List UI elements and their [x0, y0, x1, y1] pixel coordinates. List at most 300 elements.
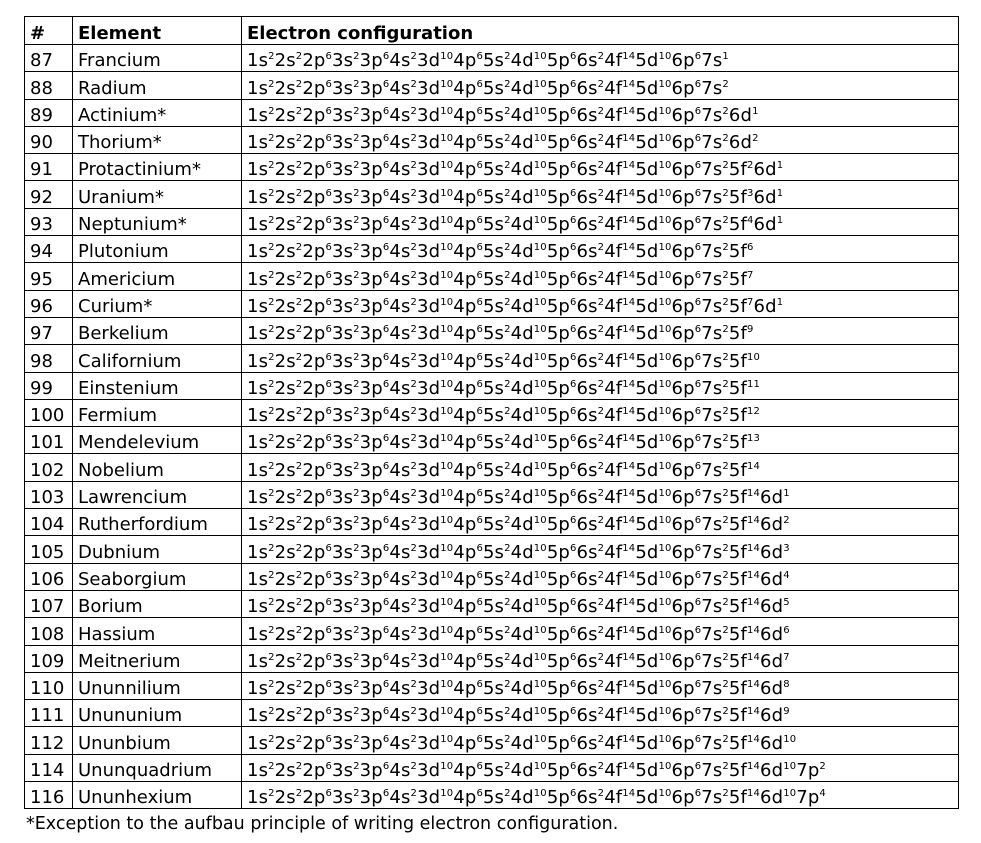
orbital-electron-count: 10: [440, 215, 454, 227]
orbital-label: 1s: [247, 760, 269, 782]
orbital-label: 4s: [389, 377, 411, 399]
orbital-electron-count: 2: [295, 488, 303, 500]
orbital-label: 2s: [274, 214, 296, 236]
orbital-electron-count: 14: [746, 515, 761, 527]
orbital-electron-count: 2: [597, 296, 605, 308]
orbital-label: 5d: [635, 568, 659, 590]
orbital-electron-count: 6: [694, 433, 702, 445]
electron-config-cell: [242, 45, 959, 72]
orbital-electron-count: 10: [658, 51, 672, 63]
orbital-label: 2p: [302, 241, 326, 263]
element-name-cell: Francium: [73, 45, 242, 72]
orbital-electron-count: 10: [658, 706, 672, 718]
atomic-number-cell: 98: [25, 345, 73, 372]
orbital-electron-count: 2: [504, 460, 511, 472]
orbital-electron-count: 6: [570, 706, 577, 718]
orbital-electron-count: 6: [694, 706, 702, 718]
orbital-label: 4d: [510, 541, 534, 563]
orbital-label: 2s: [274, 323, 296, 345]
orbital-label: 5p: [546, 50, 571, 72]
orbital-electron-count: 6: [694, 296, 702, 308]
orbital-label: 2s: [274, 596, 296, 618]
table-row: [25, 481, 959, 508]
orbital-label: 7s: [701, 377, 723, 399]
orbital-label: 1s: [247, 405, 269, 427]
orbital-label: 5d: [635, 350, 659, 372]
orbital-electron-count: 6: [570, 460, 577, 472]
orbital-electron-count: 2: [722, 133, 729, 145]
orbital-label: 7s: [701, 77, 723, 99]
element-name-cell: Hassium: [73, 618, 242, 645]
orbital-label: 4f: [604, 623, 623, 645]
orbital-label: 5s: [482, 104, 505, 126]
orbital-electron-count: 14: [622, 433, 636, 445]
orbital-electron-count: 2: [353, 569, 360, 581]
orbital-electron-count: 2: [410, 761, 418, 773]
orbital-label: 6s: [576, 186, 598, 208]
orbital-label: 6s: [576, 678, 598, 700]
orbital-label: 3d: [417, 787, 441, 809]
orbital-electron-count: 2: [353, 351, 360, 363]
table-row: [25, 72, 959, 99]
orbital-label: 3p: [359, 159, 383, 181]
orbital-label: 5f: [728, 214, 747, 236]
electron-config-cell: [242, 154, 959, 181]
orbital-label: 4d: [510, 760, 534, 782]
orbital-electron-count: 10: [533, 569, 547, 581]
orbital-electron-count: 10: [440, 406, 454, 418]
orbital-electron-count: 6: [476, 542, 483, 554]
orbital-electron-count: 2: [597, 597, 605, 609]
orbital-label: 3s: [332, 650, 354, 672]
orbital-electron-count: 10: [533, 378, 547, 390]
orbital-label: 4f: [604, 705, 623, 727]
orbital-electron-count: 6: [382, 296, 390, 308]
orbital-electron-count: 6: [694, 351, 702, 363]
electron-config-cell: [242, 427, 959, 454]
orbital-label: 6p: [671, 377, 695, 399]
orbital-label: 4f: [604, 487, 623, 509]
orbital-label: 6d: [760, 787, 784, 809]
orbital-electron-count: 6: [694, 515, 702, 527]
orbital-electron-count: 6: [476, 624, 483, 636]
orbital-electron-count: 6: [570, 324, 577, 336]
orbital-electron-count: 14: [622, 187, 636, 199]
orbital-electron-count: 10: [533, 488, 547, 500]
orbital-electron-count: 2: [504, 296, 511, 308]
orbital-label: 5s: [482, 459, 505, 481]
orbital-electron-count: 2: [268, 569, 275, 581]
orbital-electron-count: 2: [597, 133, 605, 145]
orbital-label: 1s: [247, 705, 269, 727]
orbital-label: 1s: [247, 159, 269, 181]
orbital-electron-count: 2: [504, 706, 511, 718]
orbital-label: 2s: [274, 623, 296, 645]
orbital-label: 5s: [482, 678, 505, 700]
electron-config-cell: [242, 727, 959, 754]
orbital-label: 3p: [359, 104, 383, 126]
orbital-electron-count: 2: [410, 488, 418, 500]
orbital-electron-count: 10: [533, 515, 547, 527]
orbital-label: 5d: [635, 214, 659, 236]
orbital-electron-count: 10: [658, 105, 672, 117]
orbital-label: 5d: [635, 705, 659, 727]
orbital-label: 3d: [417, 104, 441, 126]
orbital-label: 5p: [546, 295, 571, 317]
orbital-electron-count: 2: [268, 105, 275, 117]
orbital-label: 4p: [453, 787, 477, 809]
orbital-electron-count: 2: [597, 679, 605, 691]
electron-config-cell: [242, 72, 959, 99]
orbital-label: 6p: [671, 732, 695, 754]
orbital-electron-count: 10: [533, 351, 547, 363]
orbital-label: 3p: [359, 241, 383, 263]
orbital-electron-count: 2: [295, 78, 303, 90]
orbital-electron-count: 2: [268, 324, 275, 336]
orbital-electron-count: 2: [410, 105, 418, 117]
orbital-label: 6p: [671, 678, 695, 700]
orbital-label: 2p: [302, 678, 326, 700]
orbital-electron-count: 6: [325, 788, 333, 800]
orbital-electron-count: 10: [658, 624, 672, 636]
orbital-label: 3d: [417, 241, 441, 263]
orbital-label: 3d: [417, 159, 441, 181]
orbital-electron-count: 2: [410, 133, 418, 145]
orbital-electron-count: 2: [410, 269, 418, 281]
orbital-electron-count: 2: [268, 351, 275, 363]
orbital-label: 6p: [671, 568, 695, 590]
orbital-label: 5d: [635, 432, 659, 454]
orbital-electron-count: 10: [533, 160, 547, 172]
orbital-label: 5f: [728, 705, 747, 727]
orbital-label: 5s: [482, 350, 505, 372]
orbital-electron-count: 6: [325, 706, 333, 718]
orbital-label: 5s: [482, 132, 505, 154]
orbital-electron-count: 14: [622, 324, 636, 336]
element-name-cell: Rutherfordium: [73, 509, 242, 536]
element-name-cell: Radium: [73, 72, 242, 99]
orbital-electron-count: 10: [533, 296, 547, 308]
electron-config-cell: [242, 208, 959, 235]
orbital-label: 7s: [701, 487, 723, 509]
orbital-electron-count: 6: [694, 160, 702, 172]
orbital-label: 2p: [302, 405, 326, 427]
orbital-electron-count: 2: [722, 105, 729, 117]
orbital-label: 4d: [510, 268, 534, 290]
electron-config-cell: [242, 481, 959, 508]
header-element: Element: [73, 17, 242, 45]
element-name-cell: Californium: [73, 345, 242, 372]
orbital-electron-count: 6: [476, 679, 483, 691]
orbital-label: 5s: [482, 650, 505, 672]
orbital-electron-count: 10: [533, 433, 547, 445]
orbital-electron-count: 2: [295, 651, 303, 663]
orbital-label: 6s: [576, 623, 598, 645]
orbital-label: 6s: [576, 650, 598, 672]
orbital-label: 3d: [417, 132, 441, 154]
atomic-number-cell: 110: [25, 672, 73, 699]
orbital-label: 3d: [417, 377, 441, 399]
orbital-label: 5s: [482, 760, 505, 782]
orbital-electron-count: 2: [295, 351, 303, 363]
orbital-label: 3p: [359, 350, 383, 372]
orbital-label: 7s: [701, 787, 723, 809]
orbital-label: 7s: [701, 350, 723, 372]
orbital-label: 5d: [635, 77, 659, 99]
orbital-electron-count: 6: [325, 51, 333, 63]
orbital-label: 3d: [417, 77, 441, 99]
orbital-electron-count: 6: [325, 488, 333, 500]
orbital-electron-count: 1: [776, 215, 784, 227]
orbital-label: 5p: [546, 732, 571, 754]
orbital-label: 3d: [417, 487, 441, 509]
orbital-electron-count: 6: [694, 215, 702, 227]
orbital-label: 5s: [482, 268, 505, 290]
orbital-label: 3d: [417, 323, 441, 345]
orbital-label: 3s: [332, 214, 354, 236]
orbital-label: 2s: [274, 377, 296, 399]
orbital-electron-count: 6: [382, 378, 390, 390]
orbital-electron-count: 2: [353, 488, 360, 500]
orbital-label: 2s: [274, 541, 296, 563]
orbital-label: 7s: [701, 541, 723, 563]
orbital-electron-count: 10: [533, 651, 547, 663]
orbital-label: 6d: [760, 623, 784, 645]
orbital-electron-count: 1: [776, 160, 784, 172]
orbital-label: 6p: [671, 159, 695, 181]
orbital-electron-count: 2: [268, 597, 275, 609]
orbital-electron-count: 2: [268, 406, 275, 418]
orbital-label: 6s: [576, 104, 598, 126]
orbital-electron-count: 2: [597, 488, 605, 500]
orbital-electron-count: 2: [268, 733, 275, 745]
orbital-electron-count: 10: [533, 733, 547, 745]
orbital-electron-count: 6: [325, 433, 333, 445]
table-row: [25, 672, 959, 699]
table-body: [25, 45, 959, 809]
orbital-label: 5s: [482, 159, 505, 181]
orbital-label: 6p: [671, 541, 695, 563]
orbital-electron-count: 2: [353, 51, 360, 63]
orbital-label: 4d: [510, 787, 534, 809]
orbital-label: 4s: [389, 268, 411, 290]
orbital-electron-count: 3: [746, 187, 754, 199]
atomic-number-cell: 88: [25, 72, 73, 99]
orbital-label: 3p: [359, 77, 383, 99]
orbital-label: 3s: [332, 50, 354, 72]
orbital-electron-count: 10: [440, 706, 454, 718]
orbital-electron-count: 2: [353, 187, 360, 199]
orbital-electron-count: 10: [440, 378, 454, 390]
orbital-electron-count: 2: [597, 733, 605, 745]
orbital-electron-count: 14: [622, 351, 636, 363]
orbital-label: 5s: [482, 487, 505, 509]
orbital-electron-count: 2: [504, 651, 511, 663]
orbital-electron-count: 2: [597, 788, 605, 800]
orbital-electron-count: 6: [476, 515, 483, 527]
orbital-label: 3s: [332, 459, 354, 481]
orbital-electron-count: 14: [622, 569, 636, 581]
orbital-label: 4p: [453, 132, 477, 154]
orbital-electron-count: 2: [410, 78, 418, 90]
orbital-electron-count: 1: [776, 296, 784, 308]
orbital-electron-count: 6: [694, 488, 702, 500]
orbital-label: 6p: [671, 295, 695, 317]
orbital-electron-count: 2: [353, 133, 360, 145]
orbital-electron-count: 2: [597, 651, 605, 663]
orbital-electron-count: 6: [570, 788, 577, 800]
orbital-electron-count: 10: [658, 651, 672, 663]
orbital-label: 5p: [546, 705, 571, 727]
orbital-label: 5p: [546, 487, 571, 509]
orbital-label: 3s: [332, 186, 354, 208]
orbital-electron-count: 2: [268, 296, 275, 308]
orbital-electron-count: 6: [694, 242, 702, 254]
orbital-electron-count: 10: [440, 78, 454, 90]
orbital-label: 5d: [635, 459, 659, 481]
orbital-electron-count: 10: [533, 187, 547, 199]
orbital-electron-count: 6: [382, 187, 390, 199]
orbital-electron-count: 6: [476, 187, 483, 199]
orbital-electron-count: 2: [597, 51, 605, 63]
orbital-electron-count: 6: [382, 324, 390, 336]
orbital-label: 6p: [671, 241, 695, 263]
orbital-electron-count: 2: [295, 187, 303, 199]
orbital-label: 5s: [482, 623, 505, 645]
orbital-electron-count: 4: [746, 215, 754, 227]
atomic-number-cell: 101: [25, 427, 73, 454]
orbital-label: 3s: [332, 432, 354, 454]
orbital-label: 7s: [701, 323, 723, 345]
orbital-label: 4d: [510, 487, 534, 509]
atomic-number-cell: 93: [25, 208, 73, 235]
orbital-label: 5d: [635, 159, 659, 181]
orbital-electron-count: 6: [382, 242, 390, 254]
orbital-label: 1s: [247, 214, 269, 236]
orbital-electron-count: 2: [353, 105, 360, 117]
orbital-electron-count: 2: [722, 597, 729, 609]
orbital-label: 3d: [417, 568, 441, 590]
orbital-label: 5f: [728, 186, 747, 208]
orbital-label: 6p: [671, 705, 695, 727]
orbital-electron-count: 6: [476, 51, 483, 63]
orbital-label: 4f: [604, 432, 623, 454]
orbital-label: 4p: [453, 705, 477, 727]
orbital-electron-count: 2: [722, 351, 729, 363]
orbital-label: 2p: [302, 596, 326, 618]
orbital-label: 5f: [728, 459, 747, 481]
orbital-label: 6s: [576, 268, 598, 290]
orbital-electron-count: 2: [722, 242, 729, 254]
orbital-label: 4d: [510, 350, 534, 372]
orbital-label: 2s: [274, 650, 296, 672]
orbital-electron-count: 7: [746, 269, 754, 281]
orbital-electron-count: 6: [746, 242, 754, 254]
orbital-electron-count: 2: [295, 761, 303, 773]
orbital-label: 1s: [247, 487, 269, 509]
orbital-electron-count: 14: [746, 761, 761, 773]
orbital-electron-count: 6: [325, 597, 333, 609]
orbital-electron-count: 14: [622, 78, 636, 90]
element-name-cell: Meitnerium: [73, 645, 242, 672]
orbital-label: 3d: [417, 514, 441, 536]
orbital-label: 3s: [332, 377, 354, 399]
orbital-label: 1s: [247, 77, 269, 99]
electron-config-cell: [242, 290, 959, 317]
orbital-label: 4p: [453, 214, 477, 236]
orbital-label: 7p: [796, 787, 820, 809]
orbital-electron-count: 2: [295, 515, 303, 527]
table-row: [25, 590, 959, 617]
orbital-electron-count: 14: [746, 706, 761, 718]
orbital-label: 3p: [359, 732, 383, 754]
orbital-label: 3d: [417, 432, 441, 454]
orbital-label: 4p: [453, 650, 477, 672]
element-name-cell: Nobelium: [73, 454, 242, 481]
orbital-label: 2s: [274, 132, 296, 154]
orbital-electron-count: 2: [295, 324, 303, 336]
orbital-label: 5p: [546, 541, 571, 563]
orbital-electron-count: 10: [440, 242, 454, 254]
orbital-electron-count: 2: [722, 515, 729, 527]
orbital-label: 7s: [701, 132, 723, 154]
orbital-label: 3d: [417, 732, 441, 754]
orbital-electron-count: 2: [504, 406, 511, 418]
orbital-electron-count: 2: [410, 460, 418, 472]
orbital-electron-count: 14: [622, 706, 636, 718]
orbital-electron-count: 11: [746, 378, 761, 390]
orbital-electron-count: 6: [325, 78, 333, 90]
orbital-electron-count: 2: [268, 187, 275, 199]
orbital-label: 5p: [546, 787, 571, 809]
orbital-electron-count: 6: [476, 215, 483, 227]
orbital-electron-count: 2: [504, 160, 511, 172]
orbital-label: 4f: [604, 377, 623, 399]
orbital-label: 2p: [302, 214, 326, 236]
orbital-electron-count: 2: [504, 542, 511, 554]
orbital-label: 3s: [332, 241, 354, 263]
atomic-number-cell: 114: [25, 754, 73, 781]
orbital-label: 3p: [359, 487, 383, 509]
orbital-label: 6s: [576, 77, 598, 99]
orbital-label: 4s: [389, 541, 411, 563]
orbital-electron-count: 10: [533, 105, 547, 117]
orbital-label: 5d: [635, 405, 659, 427]
orbital-electron-count: 2: [597, 351, 605, 363]
orbital-electron-count: 2: [410, 597, 418, 609]
orbital-electron-count: 2: [353, 515, 360, 527]
table-row: [25, 208, 959, 235]
orbital-label: 6p: [671, 623, 695, 645]
orbital-electron-count: 1: [722, 51, 729, 63]
orbital-label: 4s: [389, 214, 411, 236]
atomic-number-cell: 90: [25, 126, 73, 153]
orbital-label: 7s: [701, 623, 723, 645]
orbital-label: 2p: [302, 104, 326, 126]
orbital-electron-count: 6: [325, 351, 333, 363]
orbital-electron-count: 6: [325, 324, 333, 336]
orbital-label: 7s: [701, 268, 723, 290]
orbital-label: 6p: [671, 77, 695, 99]
orbital-electron-count: 6: [382, 679, 390, 691]
orbital-label: 4d: [510, 104, 534, 126]
orbital-label: 4s: [389, 596, 411, 618]
orbital-electron-count: 2: [410, 651, 418, 663]
orbital-electron-count: 6: [476, 733, 483, 745]
table-row: [25, 536, 959, 563]
orbital-electron-count: 2: [268, 78, 275, 90]
orbital-label: 5f: [728, 323, 747, 345]
